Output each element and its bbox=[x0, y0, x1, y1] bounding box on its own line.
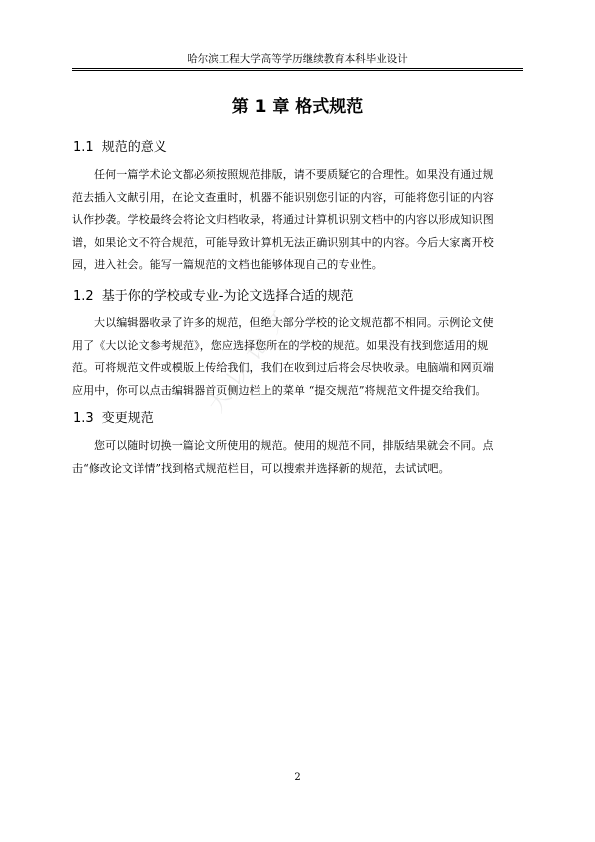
paragraph-1-3 bbox=[72, 435, 523, 480]
paragraph-line: 任何一篇学术论文都必须按照规范排版，请不要质疑它的合理性。如果没有通过规 bbox=[94, 168, 494, 181]
section-number: 1.3 bbox=[73, 411, 94, 426]
section-title: 变更规范 bbox=[101, 411, 154, 426]
paragraph-line: 范。可将规范文件或模版上传给我们，我们在收到过后将会尽快收录。电脑端和网页端 bbox=[72, 361, 494, 375]
chapter-title: 第 1 章 格式规范 bbox=[231, 97, 364, 117]
paragraph-line: 您可以随时切换一篇论文所使用的规范。使用的规范不同，排版结果就会不同。点 bbox=[94, 439, 494, 452]
page-number: 2 bbox=[294, 772, 301, 783]
paragraph-line: 认作抄袭。学校最终会将论文归档收录，将通过计算机识别文档中的内容以形成知识图 bbox=[72, 213, 494, 227]
paragraph-1-1 bbox=[72, 164, 523, 277]
page-header: 哈尔滨工程大学高等学历继续教育本科毕业设计 bbox=[187, 53, 408, 65]
paragraph-1-2 bbox=[72, 312, 523, 402]
paragraph-line: 应用中，你可以点击编辑器首页侧边栏上的菜单 “提交规范”将规范文件提交给我们。 bbox=[72, 383, 487, 397]
paragraph-line: 范去插入文献引用，在论文查重时，机器不能识别您引证的内容，可能将您引证的内容 bbox=[72, 190, 494, 204]
paragraph-line: 园，进入社会。能写一篇规范的文档也能够体现自己的专业性。 bbox=[72, 258, 383, 272]
section-title: 基于你的学校或专业-为论文选择合适的规范 bbox=[101, 289, 354, 304]
paragraph-line: 击“修改论文详情”找到格式规范栏目，可以搜索并选择新的规范，去试试吧。 bbox=[72, 461, 450, 475]
header-rule bbox=[72, 68, 523, 71]
watermark: 大以论文 bbox=[204, 298, 299, 418]
paragraph-line: 用了《大以论文参考规范》，您应选择您所在的学校的规范。如果没有找到您适用的规 bbox=[72, 338, 489, 352]
paragraph-line: 谱，如果论文不符合规范，可能导致计算机无法正确识别其中的内容。今后大家离开校 bbox=[72, 235, 494, 249]
section-heading-1-1 bbox=[73, 139, 167, 157]
section-heading-1-3 bbox=[73, 410, 154, 428]
section-title: 规范的意义 bbox=[101, 140, 167, 155]
section-number: 1.2 bbox=[73, 289, 94, 304]
paragraph-line: 大以编辑器收录了许多的规范，但绝大部分学校的论文规范都不相同。示例论文使 bbox=[94, 316, 494, 329]
section-heading-1-2 bbox=[73, 288, 353, 306]
section-number: 1.1 bbox=[73, 140, 94, 155]
